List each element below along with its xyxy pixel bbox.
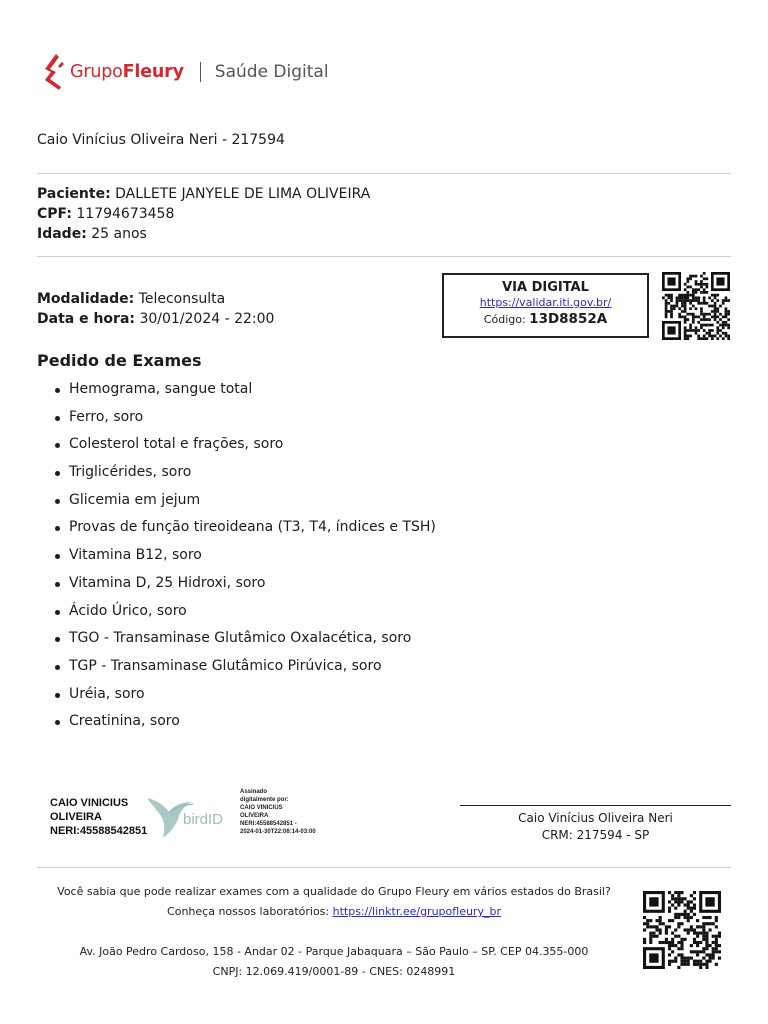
digital-title: VIA DIGITAL <box>502 280 589 295</box>
list-item: Provas de função tireoideana (T3, T4, índices e TSH) <box>55 514 436 542</box>
patient-info <box>37 184 370 244</box>
list-item: Ácido Úrico, soro <box>55 598 436 626</box>
stamp-metadata: Assinado digitalmente por: CAIO VINICIUS OLIVEIRA NERI:45588542851 - 2024-01-30T22:06:14-03:00 <box>240 789 316 835</box>
birdid-wordmark: birdID <box>183 811 224 828</box>
divider <box>37 867 731 868</box>
doctor-header: Caio Vinícius Oliveira Neri - 217594 <box>37 132 285 148</box>
digital-signature-stamp <box>50 786 330 846</box>
list-item: Hemograma, sangue total <box>55 376 436 404</box>
datetime-row: Data e hora: 30/01/2024 - 22:00 <box>37 311 275 327</box>
labs-link[interactable]: https://linktr.ee/grupofleury_br <box>332 905 501 918</box>
footer-promo: Você sabia que pode realizar exames com a qualidade do Grupo Fleury em vários estados do Brasil? <box>57 885 611 898</box>
footer-address: Av. João Pedro Cardoso, 158 - Andar 02 - Parque Jabaquara – São Paulo – SP. CEP 04.355-000 <box>79 945 589 958</box>
labs-qr-code-icon[interactable] <box>641 891 723 969</box>
list-item: Creatinina, soro <box>55 708 436 736</box>
validation-link[interactable]: https://validar.iti.gov.br/ <box>479 296 612 309</box>
patient-age-row: Idade: 25 anos <box>37 226 147 242</box>
list-item: Colesterol total e frações, soro <box>55 431 436 459</box>
patient-cpf-row: CPF: 11794673458 <box>37 206 175 222</box>
list-item: Triglicérides, soro <box>55 459 436 487</box>
validation-code: Código: 13D8852A <box>483 311 608 327</box>
digital-validation-box <box>442 273 649 338</box>
patient-name-row: Paciente: DALLETE JANYELE DE LIMA OLIVEIRA <box>37 186 371 202</box>
footer-cnpj: CNPJ: 12.069.419/0001-89 - CNES: 0248991 <box>212 965 456 978</box>
exam-list <box>55 376 436 736</box>
list-item: Vitamina B12, soro <box>55 542 436 570</box>
consult-info <box>37 289 274 329</box>
brand-name: GrupoFleury <box>70 62 184 82</box>
stamp-signer-name: CAIO VINICIUS OLIVEIRA NERI:45588542851 <box>50 797 148 837</box>
divider <box>37 173 731 174</box>
exams-title: Pedido de Exames <box>37 351 202 370</box>
signer-name: Caio Vinícius Oliveira Neri <box>518 811 673 825</box>
signature-block <box>460 810 731 844</box>
signer-crm: CRM: 217594 - SP <box>541 828 650 842</box>
modality-row: Modalidade: Teleconsulta <box>37 291 226 307</box>
list-item: Ferro, soro <box>55 404 436 432</box>
brand-header <box>40 50 329 94</box>
list-item: Vitamina D, 25 Hidroxi, soro <box>55 570 436 598</box>
list-item: TGP - Transaminase Glutâmico Pirúvica, soro <box>55 653 436 681</box>
brand-subtitle: Saúde Digital <box>214 62 329 82</box>
fleury-logo-icon <box>40 52 66 92</box>
footer-labs: Conheça nossos laboratórios: https://linktr.ee/grupofleury_br <box>167 905 501 918</box>
list-item: Uréia, soro <box>55 681 436 709</box>
list-item: TGO - Transaminase Glutâmico Oxalacética, soro <box>55 625 436 653</box>
divider <box>37 256 731 257</box>
validation-qr-code-icon[interactable] <box>661 272 731 340</box>
birdid-logo-icon <box>143 790 238 840</box>
brand-divider <box>200 62 201 82</box>
list-item: Glicemia em jejum <box>55 487 436 515</box>
signature-line <box>460 805 731 806</box>
